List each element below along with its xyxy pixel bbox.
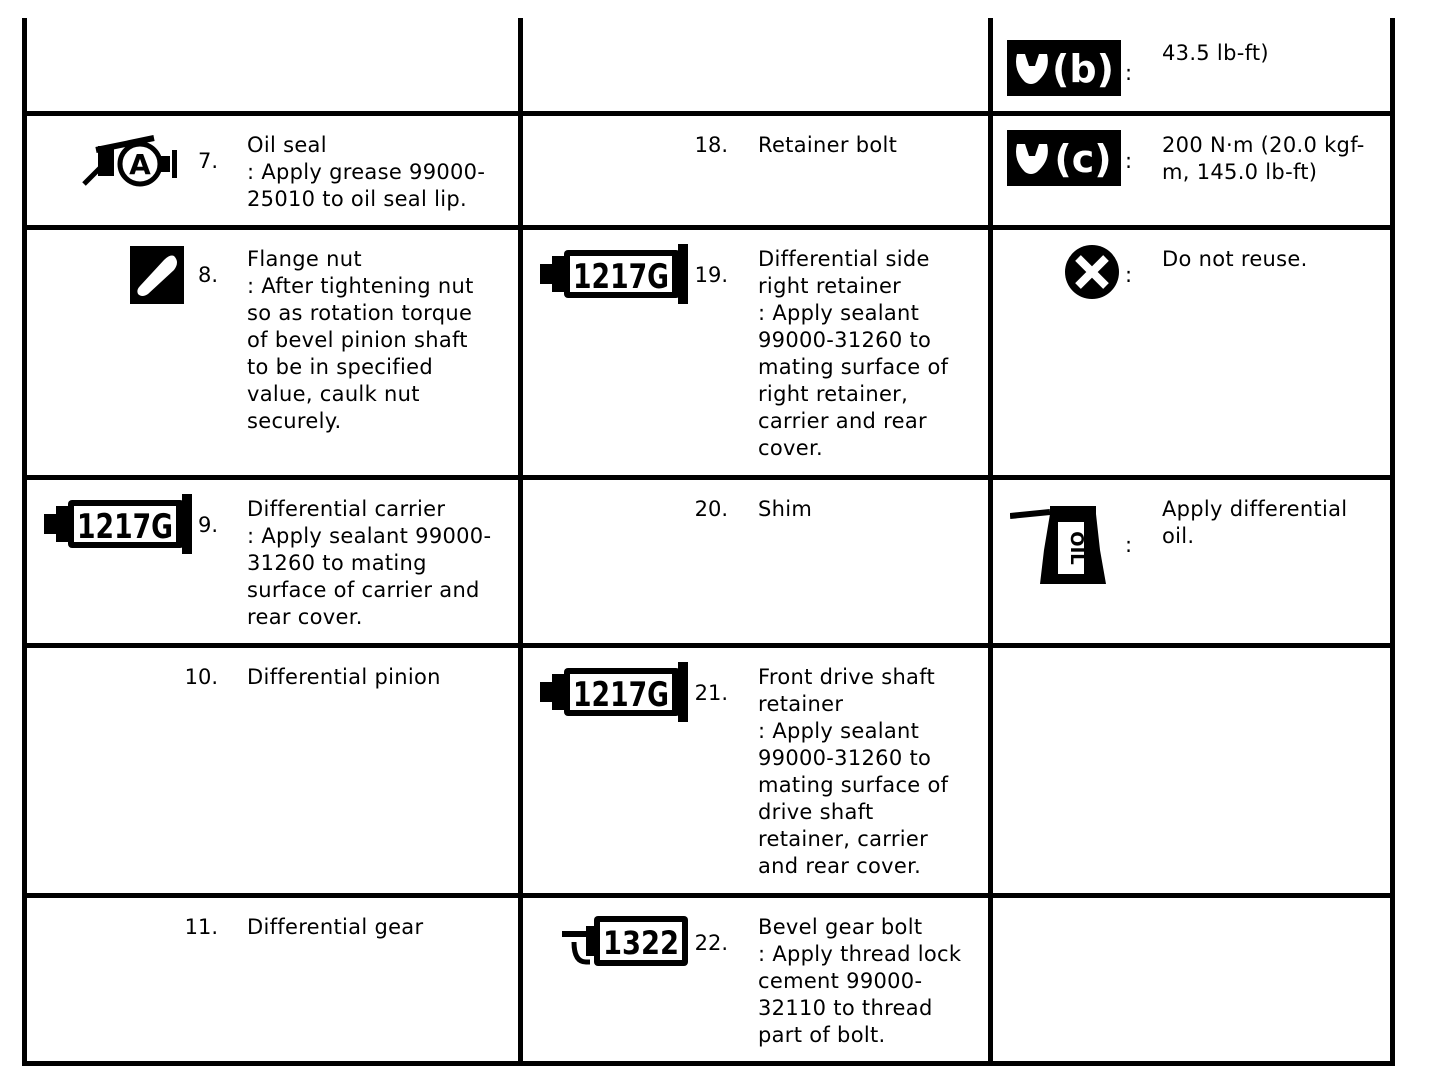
item-description: Shim (758, 497, 813, 521)
svg-text:OIL: OIL (1066, 531, 1087, 565)
svg-text:1217G: 1217G (77, 507, 173, 547)
row-line (22, 643, 1395, 648)
icon-colon: : (1125, 533, 1133, 557)
item-description: Front drive shaft retainer : Apply sealant 99000-31260 to mating surface of drive shaft retainer, carrier and rear cover. (758, 665, 949, 878)
item-description: Differential side right retainer : Apply sealant 99000-31260 to mating surface of right retainer, carrier and rear cover. (758, 247, 949, 460)
icon-colon: : (1125, 149, 1133, 173)
item-description: Retainer bolt (758, 133, 898, 157)
torque-value-b: 43.5 lb-ft) (1162, 41, 1269, 65)
svg-text:(b): (b) (1052, 47, 1114, 91)
table-divider-2 (988, 18, 993, 1066)
item-description: Do not reuse. (1162, 247, 1308, 271)
do-not-reuse-icon (1064, 244, 1120, 300)
item-description: Oil seal : Apply grease 99000- 25010 to oil seal lip. (247, 133, 486, 211)
icon-colon: : (1125, 61, 1133, 85)
item-description: Differential carrier : Apply sealant 99000- 31260 to mating surface of carrier and rear cover. (247, 497, 492, 629)
torque-c-icon (1007, 130, 1121, 186)
item-number: 19. (694, 263, 728, 287)
svg-text:1322: 1322 (603, 924, 679, 962)
item-number: 10. (184, 665, 218, 689)
row-line (22, 475, 1395, 480)
table-divider-1 (518, 18, 523, 1066)
row-line (22, 111, 1395, 116)
table-border-bottom (22, 1061, 1395, 1066)
item-number: 21. (694, 681, 728, 705)
svg-text:1217G: 1217G (573, 257, 669, 297)
item-number: 22. (694, 931, 728, 955)
item-number: 8. (197, 263, 218, 287)
item-number: 18. (694, 133, 728, 157)
item-description: Differential pinion (247, 665, 441, 689)
item-number: 11. (184, 915, 218, 939)
table-border-left (22, 18, 27, 1066)
torque-value-c: 200 N·m (20.0 kgf- m, 145.0 lb-ft) (1162, 133, 1365, 184)
item-description: Differential gear (247, 915, 424, 939)
item-number: 7. (197, 149, 218, 173)
item-description: Apply differential oil. (1162, 497, 1348, 548)
icon-colon: : (1125, 263, 1133, 287)
svg-text:(c): (c) (1054, 137, 1112, 181)
item-number: 9. (197, 513, 218, 537)
oil-can-icon (1010, 500, 1112, 588)
table-border-right (1390, 18, 1395, 1066)
svg-text:A: A (129, 148, 151, 181)
torque-b-icon (1007, 40, 1121, 96)
svg-text:1217G: 1217G (573, 675, 669, 715)
item-description: Flange nut : After tightening nut so as rotation torque of bevel pinion shaft to be in specified value, caulk nut securely. (247, 247, 474, 433)
row-line (22, 225, 1395, 230)
item-description: Bevel gear bolt : Apply thread lock cement 99000- 32110 to thread part of bolt. (758, 915, 962, 1047)
item-number: 20. (694, 497, 728, 521)
row-line (22, 893, 1395, 898)
